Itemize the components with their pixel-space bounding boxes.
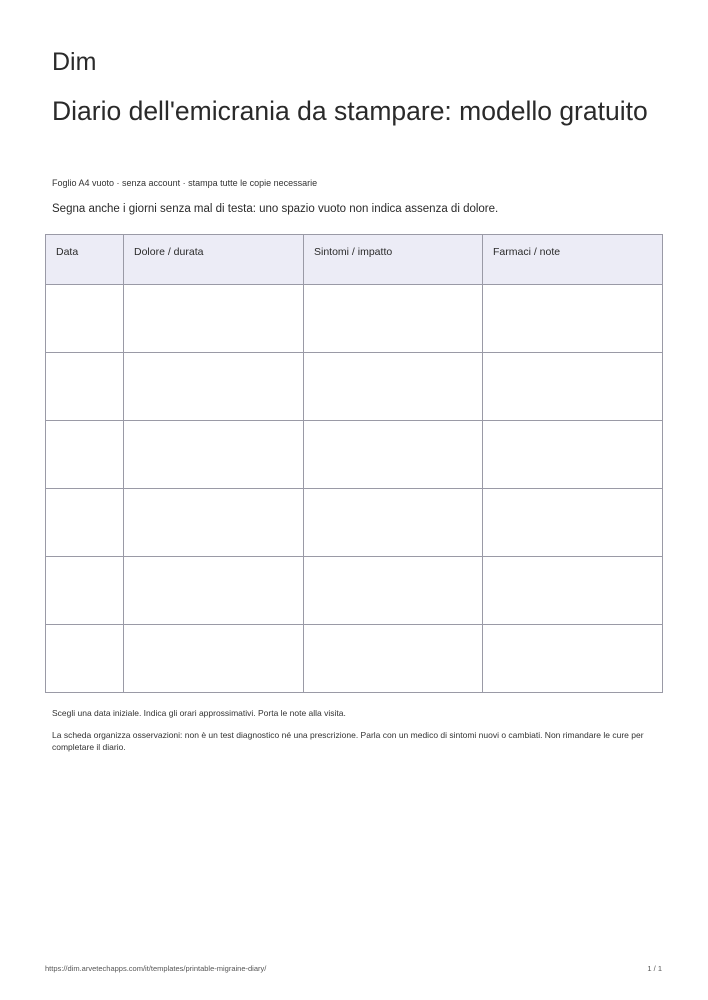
table-cell [124, 489, 304, 557]
table-cell [304, 421, 483, 489]
table-row [46, 353, 663, 421]
table-row [46, 421, 663, 489]
brand-name: Dim [52, 48, 97, 76]
table-cell [46, 489, 124, 557]
migraine-diary-table [45, 234, 663, 693]
table-cell [46, 557, 124, 625]
table-cell [483, 625, 663, 693]
table-row [46, 557, 663, 625]
column-header-medication-notes: Farmaci / note [483, 235, 663, 285]
footer-url: https://dim.arvetechapps.com/it/templates/printable-migraine-diary/ [45, 964, 267, 973]
table-cell [483, 285, 663, 353]
table-cell [483, 557, 663, 625]
column-header-symptoms-impact: Sintomi / impatto [304, 235, 483, 285]
table-cell [124, 625, 304, 693]
table-cell [483, 353, 663, 421]
table-cell [304, 489, 483, 557]
column-header-pain-duration: Dolore / durata [124, 235, 304, 285]
table-cell [483, 489, 663, 557]
column-header-date: Data [46, 235, 124, 285]
table-row [46, 625, 663, 693]
page-subtitle: Foglio A4 vuoto · senza account · stampa tutte le copie necessarie [52, 178, 318, 188]
page-number: 1 / 1 [647, 964, 662, 973]
disclaimer-note: La scheda organizza osservazioni: non è un test diagnostico né una prescrizione. Parla con un medico di sintomi nuovi o cambiati. Non rimandare le cure per completare il diario. [52, 730, 644, 752]
table-cell [304, 625, 483, 693]
table-cell [46, 625, 124, 693]
table-cell [46, 421, 124, 489]
table-cell [124, 285, 304, 353]
table-cell [304, 557, 483, 625]
table-cell [124, 353, 304, 421]
table-row [46, 285, 663, 353]
table-cell [483, 421, 663, 489]
page-title: Diario dell'emicrania da stampare: modello gratuito [52, 96, 648, 126]
table-cell [46, 285, 124, 353]
table-row [46, 489, 663, 557]
instructions-note: Scegli una data iniziale. Indica gli orari approssimativi. Porta le note alla visita. [52, 708, 346, 718]
table-cell [46, 353, 124, 421]
intro-text: Segna anche i giorni senza mal di testa: uno spazio vuoto non indica assenza di dolore. [52, 203, 499, 215]
table-cell [304, 285, 483, 353]
table-cell [124, 421, 304, 489]
table-cell [124, 557, 304, 625]
table-cell [304, 353, 483, 421]
table-header-row [46, 235, 663, 285]
